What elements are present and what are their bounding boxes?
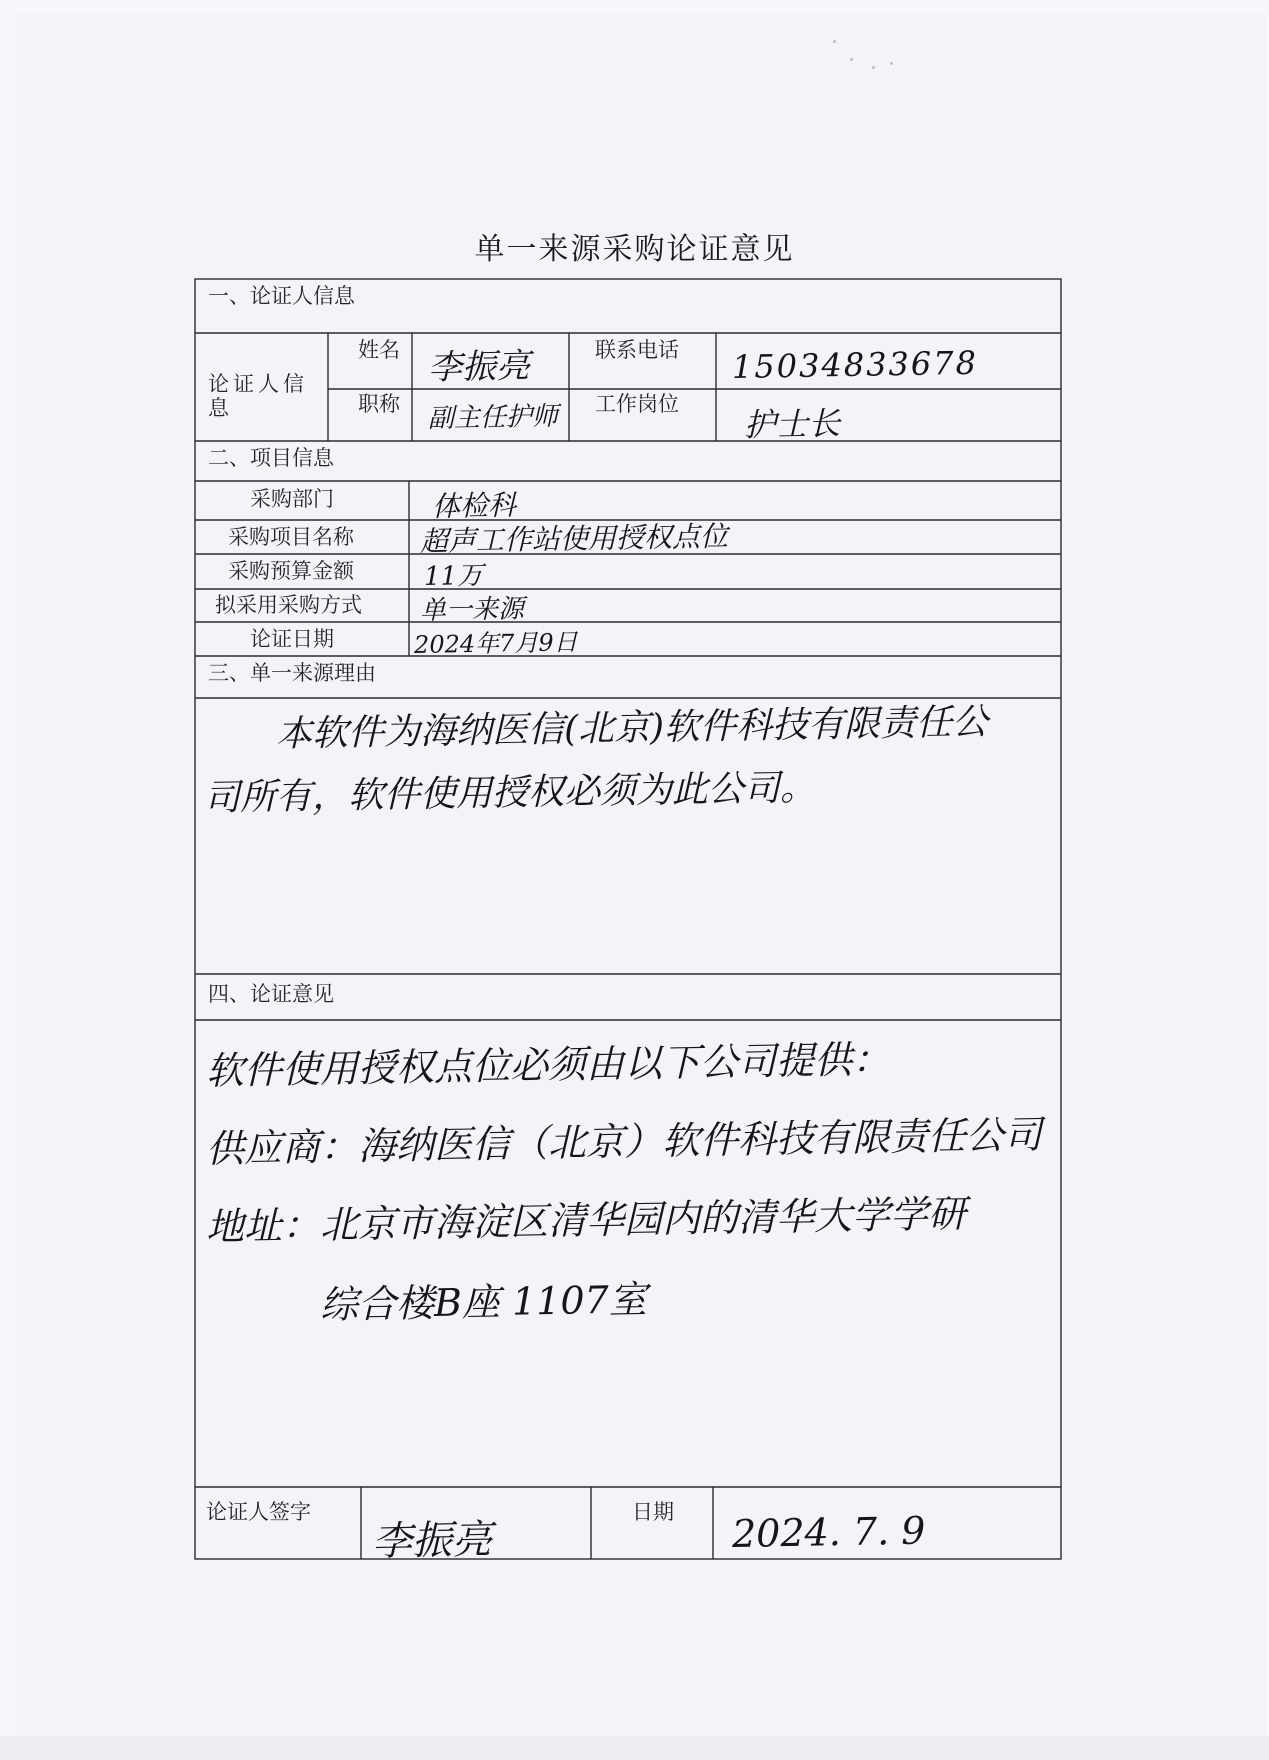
phone-label: 联系电话 xyxy=(595,338,679,362)
assessment-date-value: 2024年7月9日 xyxy=(413,628,578,659)
section-heading-assessor-info: 一、论证人信息 xyxy=(208,284,355,308)
project-name-label: 采购项目名称 xyxy=(228,525,354,549)
phone-value-handwritten: 15034833678 xyxy=(731,343,979,386)
date-label: 日期 xyxy=(632,1500,674,1524)
project-name-value: 超声工作站使用授权点位 xyxy=(419,519,729,558)
professional-title-label: 职称 xyxy=(358,392,400,416)
section-heading-assessment-opinion: 四、论证意见 xyxy=(208,982,334,1006)
procurement-department-value: 体检科 xyxy=(431,488,517,523)
sole-source-reason-line-1: 本软件为海纳医信(北京)软件科技有限责任公 xyxy=(275,701,989,755)
signature-handwritten: 李振亮 xyxy=(371,1516,493,1565)
assessor-info-row-label: 论证人信息 xyxy=(208,372,308,421)
procurement-method-value: 单一来源 xyxy=(419,594,525,626)
name-value-handwritten: 李振亮 xyxy=(427,346,531,388)
position-value-handwritten: 护士长 xyxy=(743,404,841,444)
document-title: 单一来源采购论证意见 xyxy=(474,232,795,267)
sole-source-reason-line-2: 司所有，软件使用授权必须为此公司。 xyxy=(203,767,817,819)
professional-title-value-handwritten: 副主任护师 xyxy=(427,401,559,434)
date-handwritten: 2024. 7. 9 xyxy=(731,1508,926,1556)
opinion-line-3: 地址：北京市海淀区清华园内的清华大学学研 xyxy=(205,1191,967,1249)
budget-amount-label: 采购预算金额 xyxy=(228,559,354,583)
procurement-method-label: 拟采用采购方式 xyxy=(215,593,362,617)
procurement-department-label: 采购部门 xyxy=(250,487,334,511)
section-heading-project-info: 二、项目信息 xyxy=(208,446,334,470)
budget-amount-value: 11万 xyxy=(423,560,484,592)
opinion-line-1: 软件使用授权点位必须由以下公司提供： xyxy=(205,1037,891,1093)
opinion-line-4: 综合楼B座 1107室 xyxy=(319,1277,648,1327)
opinion-line-2: 供应商：海纳医信（北京）软件科技有限责任公司 xyxy=(205,1112,1043,1171)
assessment-date-label: 论证日期 xyxy=(250,627,334,651)
position-label: 工作岗位 xyxy=(595,392,679,416)
name-label: 姓名 xyxy=(358,338,400,362)
section-heading-sole-source-reason: 三、单一来源理由 xyxy=(208,661,376,685)
signature-label: 论证人签字 xyxy=(206,1500,311,1524)
